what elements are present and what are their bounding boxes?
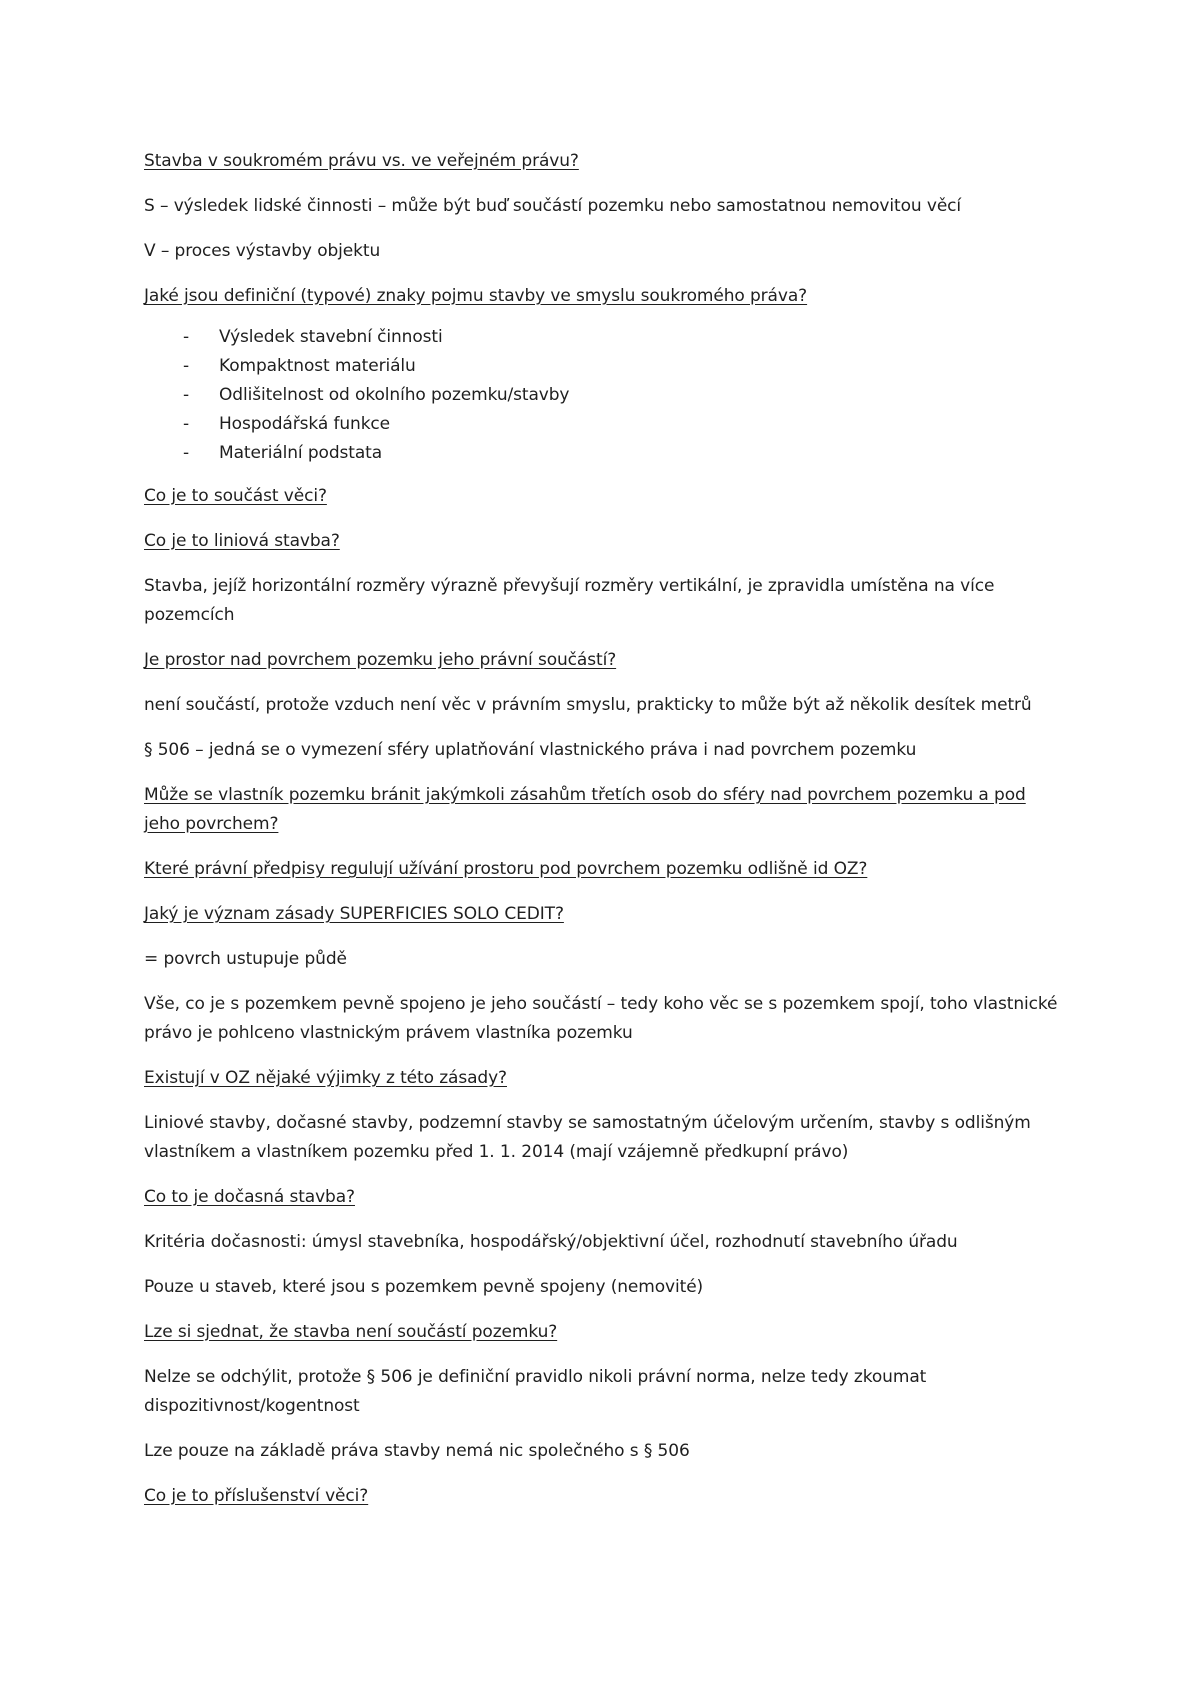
answer-paragraph: S – výsledek lidské činnosti – může být buď součástí pozemku nebo samostatnou nemovitou věcí (144, 196, 962, 216)
answer-paragraph: Nelze se odchýlit, protože § 506 je definiční pravidlo nikoli právní norma, nelze tedy zkoumat dispozitivnost/kogentnost (144, 1367, 927, 1416)
answer-paragraph: = povrch ustupuje půdě (144, 949, 347, 969)
list-item: - Výsledek stavební činnosti (144, 323, 1064, 352)
question-heading: Co je to součást věci? (144, 486, 327, 506)
answer-paragraph: V – proces výstavby objektu (144, 241, 381, 261)
question-heading: Jaký je význam zásady SUPERFICIES SOLO CEDIT? (144, 904, 564, 924)
question-heading: Může se vlastník pozemku bránit jakýmkoli zásahům třetích osob do sféry nad povrchem pozemku a pod jeho povrchem? (144, 785, 1026, 834)
question-heading: Existují v OZ nějaké výjimky z této zásady? (144, 1068, 507, 1088)
answer-paragraph: § 506 – jedná se o vymezení sféry uplatňování vlastnického práva i nad povrchem pozemku (144, 740, 917, 760)
answer-paragraph: Liniové stavby, dočasné stavby, podzemní stavby se samostatným účelovým určením, stavby s odlišným vlastníkem a vlastníkem pozemku před 1. 1. 2014 (mají vzájemně předkupní právo) (144, 1113, 1031, 1162)
list-item: - Odlišitelnost od okolního pozemku/stavby (144, 381, 1064, 410)
list-item: - Kompaktnost materiálu (144, 352, 1064, 381)
question-heading: Jaké jsou definiční (typové) znaky pojmu stavby ve smyslu soukromého práva? (144, 286, 808, 306)
question-heading: Lze si sjednat, že stavba není součástí pozemku? (144, 1322, 558, 1342)
answer-paragraph: Stavba, jejíž horizontální rozměry výrazně převyšují rozměry vertikální, je zpravidla umístěna na více pozemcích (144, 576, 995, 625)
question-heading: Které právní předpisy regulují užívání prostoru pod povrchem pozemku odlišně id OZ? (144, 859, 868, 879)
answer-paragraph: Vše, co je s pozemkem pevně spojeno je jeho součástí – tedy koho věc se s pozemkem spojí, toho vlastnické právo je pohlceno vlastnickým právem vlastníka pozemku (144, 994, 1058, 1043)
question-heading: Co je to příslušenství věci? (144, 1486, 369, 1506)
answer-paragraph: Kritéria dočasnosti: úmysl stavebníka, hospodářský/objektivní účel, rozhodnutí stavebního úřadu (144, 1232, 958, 1252)
bullet-list (144, 323, 1064, 468)
document-body (144, 147, 1064, 1527)
question-heading: Co to je dočasná stavba? (144, 1187, 355, 1207)
answer-paragraph: není součástí, protože vzduch není věc v právním smyslu, prakticky to může být až několik desítek metrů (144, 695, 1032, 715)
question-heading: Stavba v soukromém právu vs. ve veřejném právu? (144, 151, 579, 171)
answer-paragraph: Lze pouze na základě práva stavby nemá nic společného s § 506 (144, 1441, 690, 1461)
question-heading: Co je to liniová stavba? (144, 531, 340, 551)
answer-paragraph: Pouze u staveb, které jsou s pozemkem pevně spojeny (nemovité) (144, 1277, 704, 1297)
list-item: - Materiální podstata (144, 439, 1064, 468)
question-heading: Je prostor nad povrchem pozemku jeho právní součástí? (144, 650, 617, 670)
list-item: - Hospodářská funkce (144, 410, 1064, 439)
